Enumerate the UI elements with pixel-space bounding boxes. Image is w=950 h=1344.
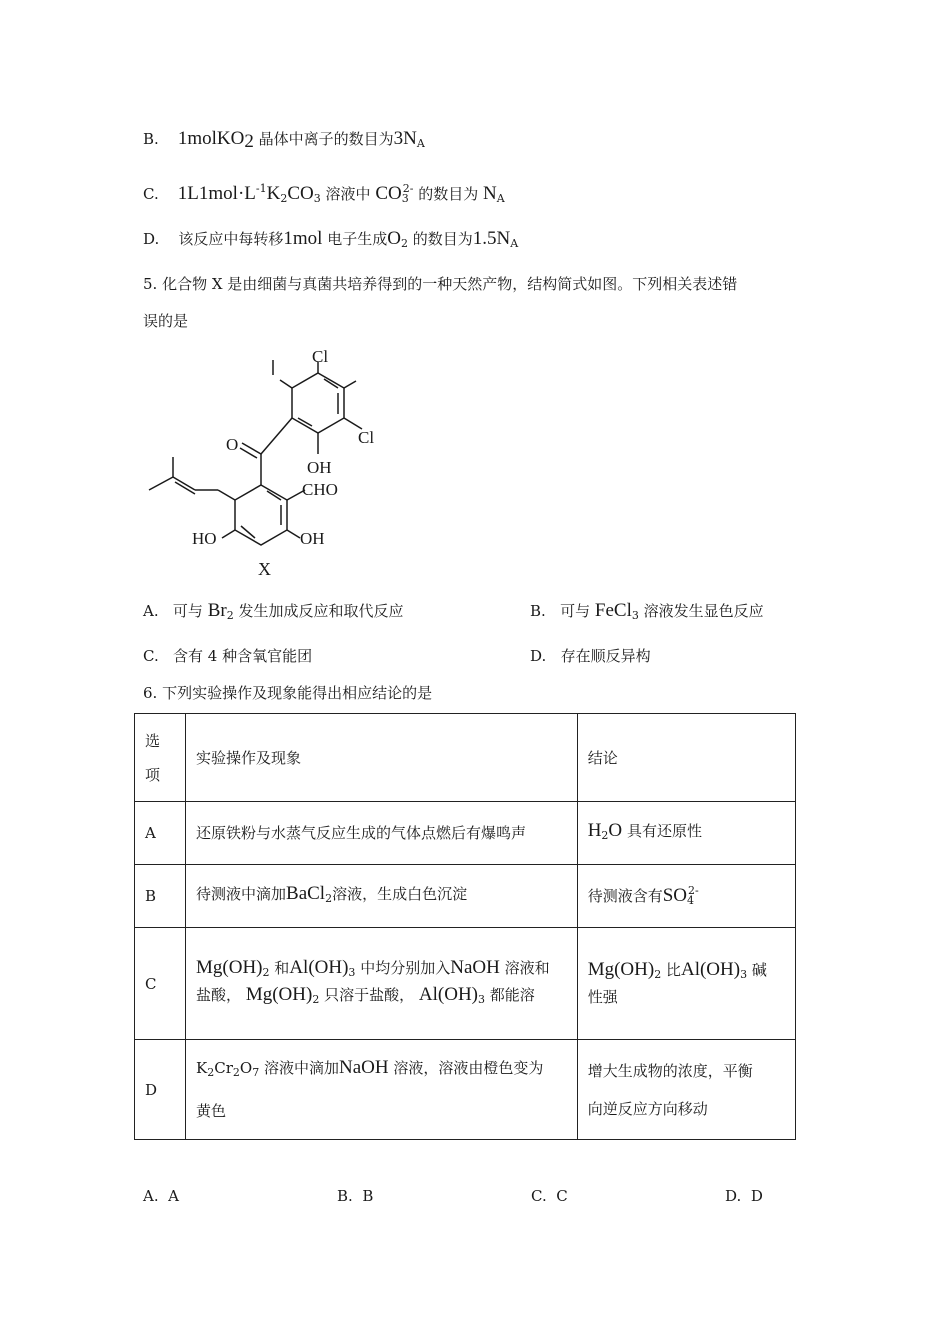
row-conclusion: 增大生成物的浓度，平衡 向逆反应方向移动 <box>577 1040 795 1140</box>
label-oh-1: OH <box>307 458 332 477</box>
q5-option-a: A. 可与 $Br_2$ 发生加成反应和取代反应 <box>143 600 404 622</box>
q5-stem-line1: 5. 化合物 X 是由细菌与真菌共培养得到的一种天然产物，结构简式如图。下列相关表述错 <box>143 275 738 293</box>
label-cl-2: Cl <box>358 428 375 447</box>
label-oh-2: OH <box>300 529 325 548</box>
row-operation: $K_2Cr_2O_7$ 溶液中滴加NaOH 溶液，溶液由橙色变为 黄色 <box>186 1040 578 1140</box>
q6-answer-c: C. C <box>531 1187 568 1205</box>
q6-answer-d: D. D <box>725 1187 763 1205</box>
q6-answer-a: A. A <box>143 1187 179 1205</box>
q5-stem-line2: 误的是 <box>143 312 189 330</box>
row-conclusion: $Mg(OH)_2$ 比$Al(OH)_3$ 碱 性强 <box>577 928 795 1040</box>
row-key: C <box>135 928 186 1040</box>
q5-option-b: B. 可与 FeCl$_3$ 溶液发生显色反应 <box>530 600 764 622</box>
structure-x <box>140 340 400 585</box>
label-ho: HO <box>192 529 217 548</box>
q5-option-d: D. 存在顺反异构 <box>530 647 651 665</box>
table-row <box>135 802 796 865</box>
q6-stem: 6. 下列实验操作及现象能得出相应结论的是 <box>143 684 433 702</box>
table-row <box>135 865 796 928</box>
row-operation: 还原铁粉与水蒸气反应生成的气体点燃后有爆鸣声 <box>186 802 578 865</box>
q4-option-b: B. 1molKO$_2$ 晶体中离子的数目为$3N_A$ <box>143 128 425 152</box>
q4-option-d: D. 该反应中每转移1mol 电子生成$O_2$ 的数目为$1.5N_A$ <box>143 228 519 250</box>
table-header-row <box>135 714 796 802</box>
q5-option-c: C. 含有 4 种含氧官能团 <box>143 647 313 665</box>
label-cho: CHO <box>302 480 338 499</box>
q6-answer-b: B. B <box>337 1187 374 1205</box>
row-operation: 待测液中滴加BaCl$_2$溶液，生成白色沉淀 <box>186 865 578 928</box>
row-key: D <box>135 1040 186 1140</box>
row-key: A <box>135 802 186 865</box>
row-conclusion: $H_2O$ 具有还原性 <box>577 802 795 865</box>
q4-option-c: C. $1L1mol\cdot L^{-1}K_2CO_3$ 溶液中 $CO_3^{2-}$ 的数目为 $N_A$ <box>143 182 505 205</box>
row-operation: $Mg(OH)_2$ 和$Al(OH)_3$ 中均分别加入NaOH 溶液和 盐酸， $Mg(OH)_2$ 只溶于盐酸， $Al(OH)_3$ 都能溶 <box>186 928 578 1040</box>
table-row <box>135 1040 796 1140</box>
experiment-table <box>134 713 796 1140</box>
label-o: O <box>226 435 239 454</box>
header-operation: 实验操作及现象 <box>186 714 578 802</box>
row-key: B <box>135 865 186 928</box>
label-x: X <box>258 559 271 579</box>
table-row <box>135 928 796 1040</box>
header-option: 选 项 <box>135 714 186 802</box>
label-cl-1: Cl <box>312 347 329 366</box>
row-conclusion: 待测液含有$SO_4^{2-}$ <box>577 865 795 928</box>
header-conclusion: 结论 <box>577 714 795 802</box>
